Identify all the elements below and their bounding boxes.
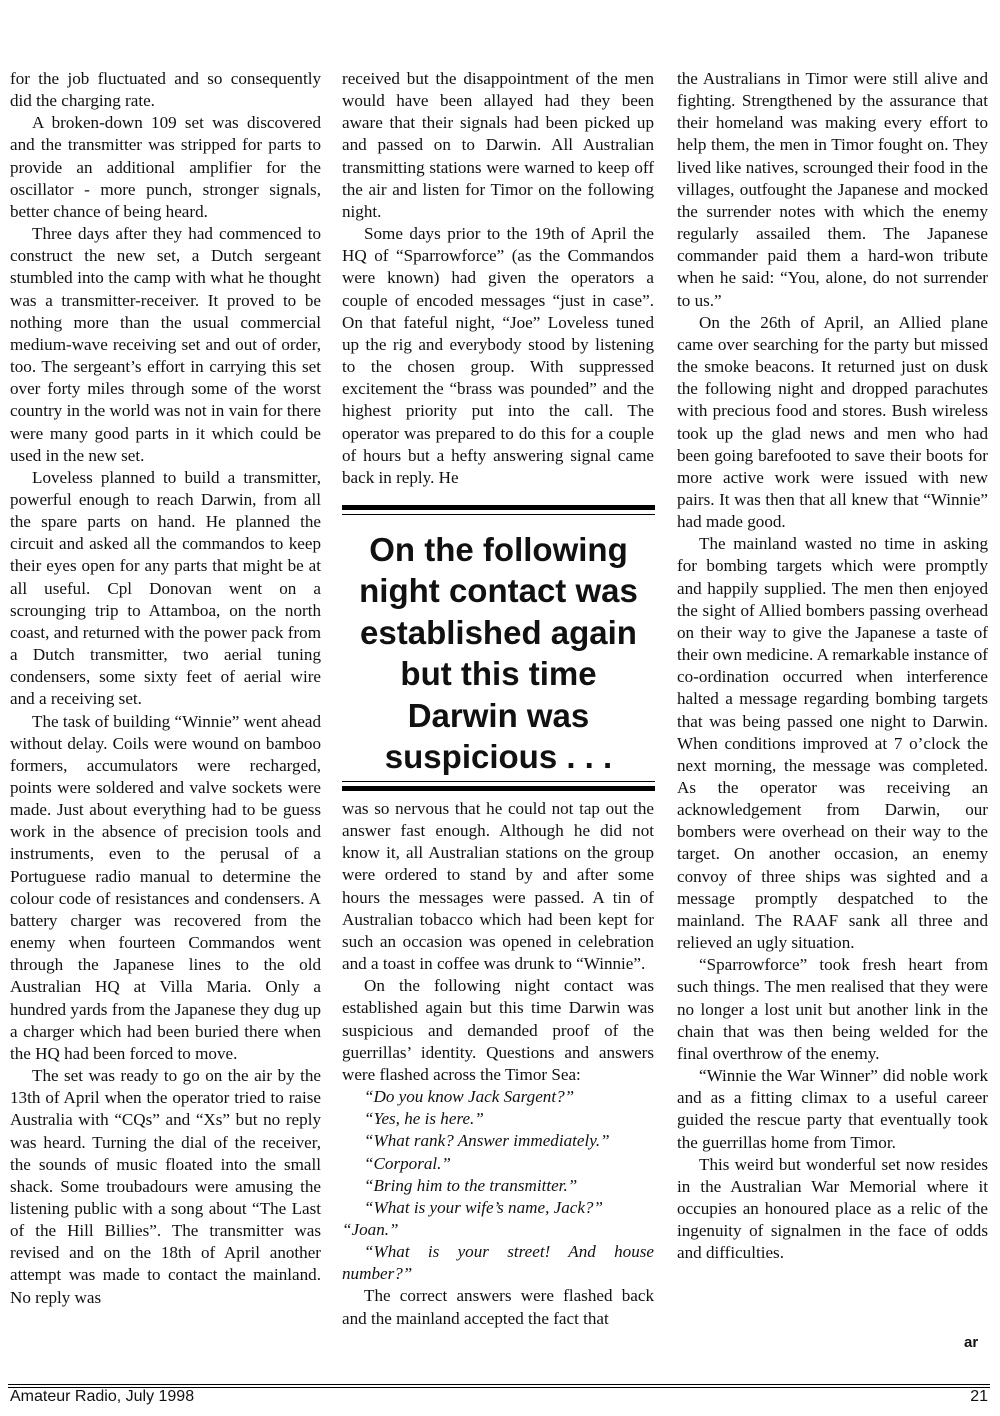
dialogue-line: “Bring him to the transmitter.” — [364, 1175, 578, 1195]
footer-publication: Amateur Radio, July 1998 — [10, 1388, 195, 1405]
dialogue-line: “What is your street! And house number?” — [342, 1242, 654, 1284]
page-number: 21 — [970, 1388, 988, 1405]
article-column-1 — [10, 68, 321, 1309]
dialogue-line: “Do you know Jack Sargent?” — [364, 1087, 575, 1107]
paragraph: The set was ready to go on the air by the 13th of April when the operator tried to raise Australia with “CQs” and “Xs” but no reply was heard. Turning the dial of the receiver, the sounds of music floated into the small shack. Some troubadours were amusing the listening public with a song about “The Last of the Hill Billies”. The transmitter was revised and on the 18th of April another attempt was made to contact the mainland. No reply was — [10, 1066, 321, 1307]
article-column-2-top — [342, 68, 654, 489]
pull-quote-text: On the following night contact was established again but this time Darwin was suspicious . . . — [359, 530, 638, 775]
paragraph: A broken-down 109 set was discovered and the transmitter was stripped for parts to provide an additional amplifier for the oscillator - more punch, stronger signals, better chance of being heard. — [10, 113, 321, 221]
dialogue-line: “Corporal.” — [364, 1153, 451, 1173]
dialogue-line: “What rank? Answer immediately.” — [364, 1131, 610, 1151]
article-column-3 — [677, 68, 988, 1264]
paragraph: Some days prior to the 19th of April the HQ of “Sparrowforce” (as the Commandos were known) had given the operators a couple of encoded messages “just in case”. On that fateful night, “Joe” Loveless tuned up the rig and everybody stood by listening to the chosen group. With suppressed excitement the “brass was pounded” and the highest priority put into the call. The operator was prepared to do this for a couple of hours but a hefty answering signal came back in reply. He — [342, 224, 654, 487]
dialogue-line: “What is your wife’s name, Jack?” — [364, 1197, 603, 1217]
paragraph: This weird but wonderful set now resides in the Australian War Memorial where it occupies an honoured place as a relic of the ingenuity of signalmen in the face of odds and difficulties. — [677, 1154, 988, 1263]
article-column-2-bottom — [342, 798, 654, 1330]
paragraph: Loveless planned to build a transmitter, powerful enough to reach Darwin, from all the spare parts on hand. He planned the circuit and asked all the commandos to keep their eyes open for any parts that might be at all useful. Cpl Donovan went on a scrounging trip to Attamboa, on the north coast, and returned with the power pack from a Dutch transmitter, two aerial tuning condensers, some sixty feet of aerial wire and a receiving set. — [10, 467, 321, 709]
paragraph: The correct answers were flashed back and the mainland accepted the fact that — [342, 1286, 654, 1328]
paragraph: “Winnie the War Winner” did noble work and as a fitting climax to a useful career guided the rescue party that eventually took the guerrillas home from Timor. — [677, 1066, 988, 1152]
paragraph: for the job fluctuated and so consequently did the charging rate. — [10, 69, 321, 111]
paragraph: the Australians in Timor were still alive and fighting. Strengthened by the assurance that their homeland was making every effort to help them, the men in Timor fought on. They lived like natives, scrounged their food in the villages, outfought the Japanese and mocked the surrender notes with which the enemy regularly assailed them. The Japanese commander paid them a hard-won tribute when he said: “You, alone, do not surrender to us.” — [677, 69, 988, 310]
paragraph: received but the disappointment of the men would have been allayed had they been aware that their signals had been picked up and passed on to Darwin. All Australian transmitting stations were warned to keep off the air and listen for Timor on the following night. — [342, 69, 654, 221]
end-of-article-mark: ar — [964, 1334, 979, 1351]
paragraph: The task of building “Winnie” went ahead without delay. Coils were wound on bamboo formers, accumulators were recharged, points were soldered and valve sockets were made. Just about everything had to be guess work in the absence of precision tools and instruments, even to the perusal of a Portuguese radio manual to determine the colour code of resistances and condensers. A battery charger was recovered from the enemy when fourteen Commandos went through the Japanese lines to the old Australian HQ at Villa Maria. Only a hundred yards from the Japanese they dug up a charger which had been buried there when the HQ had been forced to move. — [10, 711, 321, 1063]
paragraph: was so nervous that he could not tap out the answer fast enough. Although he did not know it, all Australian stations on the group were ordered to stand by and after some hours the messages were passed. A tin of Australian tobacco which had been kept for such an occasion was opened in celebration and a toast in coffee was drunk to “Winnie”. — [342, 799, 654, 974]
paragraph: On the following night contact was established again but this time Darwin was suspicious and demanded proof of the guerrillas’ identity. Questions and answers were flashed across the Timor Sea: — [342, 976, 654, 1084]
dialogue-line: “Joan.” — [342, 1219, 399, 1239]
pull-quote — [342, 505, 655, 791]
paragraph: Three days after they had commenced to construct the new set, a Dutch sergeant stumbled into the camp with what he thought was a transmitter-receiver. It proved to be nothing more than the usual commercial medium-wave receiving set and out of order, too. The sergeant’s effort in carrying this set over forty miles through some of the worst country in the world was not in vain for there were many good parts in it which could be used in the new set. — [10, 224, 321, 465]
paragraph: The mainland wasted no time in asking for bombing targets which were promptly and happily supplied. The men then enjoyed the sight of Allied bombers passing overhead on their way to give the Japanese a taste of their own medicine. A remarkable instance of co-ordination occurred when interference halted a message regarding bombing targets that was being passed one night to Darwin. When conditions improved at 7 o’clock the next morning, the message was completed. As the operator was receiving an acknowledgement from Darwin, our bombers were overhead on their way to the target. On another occasion, an enemy convoy of three ships was sighted and a message promptly despatched to the mainland. The RAAF sank all three and relieved an ugly situation. — [677, 534, 988, 953]
paragraph: On the 26th of April, an Allied plane came over searching for the party but missed the smoke beacons. It returned just on dusk the following night and dropped parachutes with precious food and stores. Bush wireless took up the glad news and men who had been going barefooted to save their boots for more active work were issued with new pairs. It was then that all knew that “Winnie” had made good. — [677, 312, 988, 532]
paragraph: “Sparrowforce” took fresh heart from such things. The men realised that they were no longer a lost unit but another link in the chain that was then being welded for the final overthrow of the enemy. — [677, 955, 988, 1063]
dialogue-line: “Yes, he is here.” — [364, 1109, 484, 1129]
footer-divider — [8, 1384, 990, 1385]
